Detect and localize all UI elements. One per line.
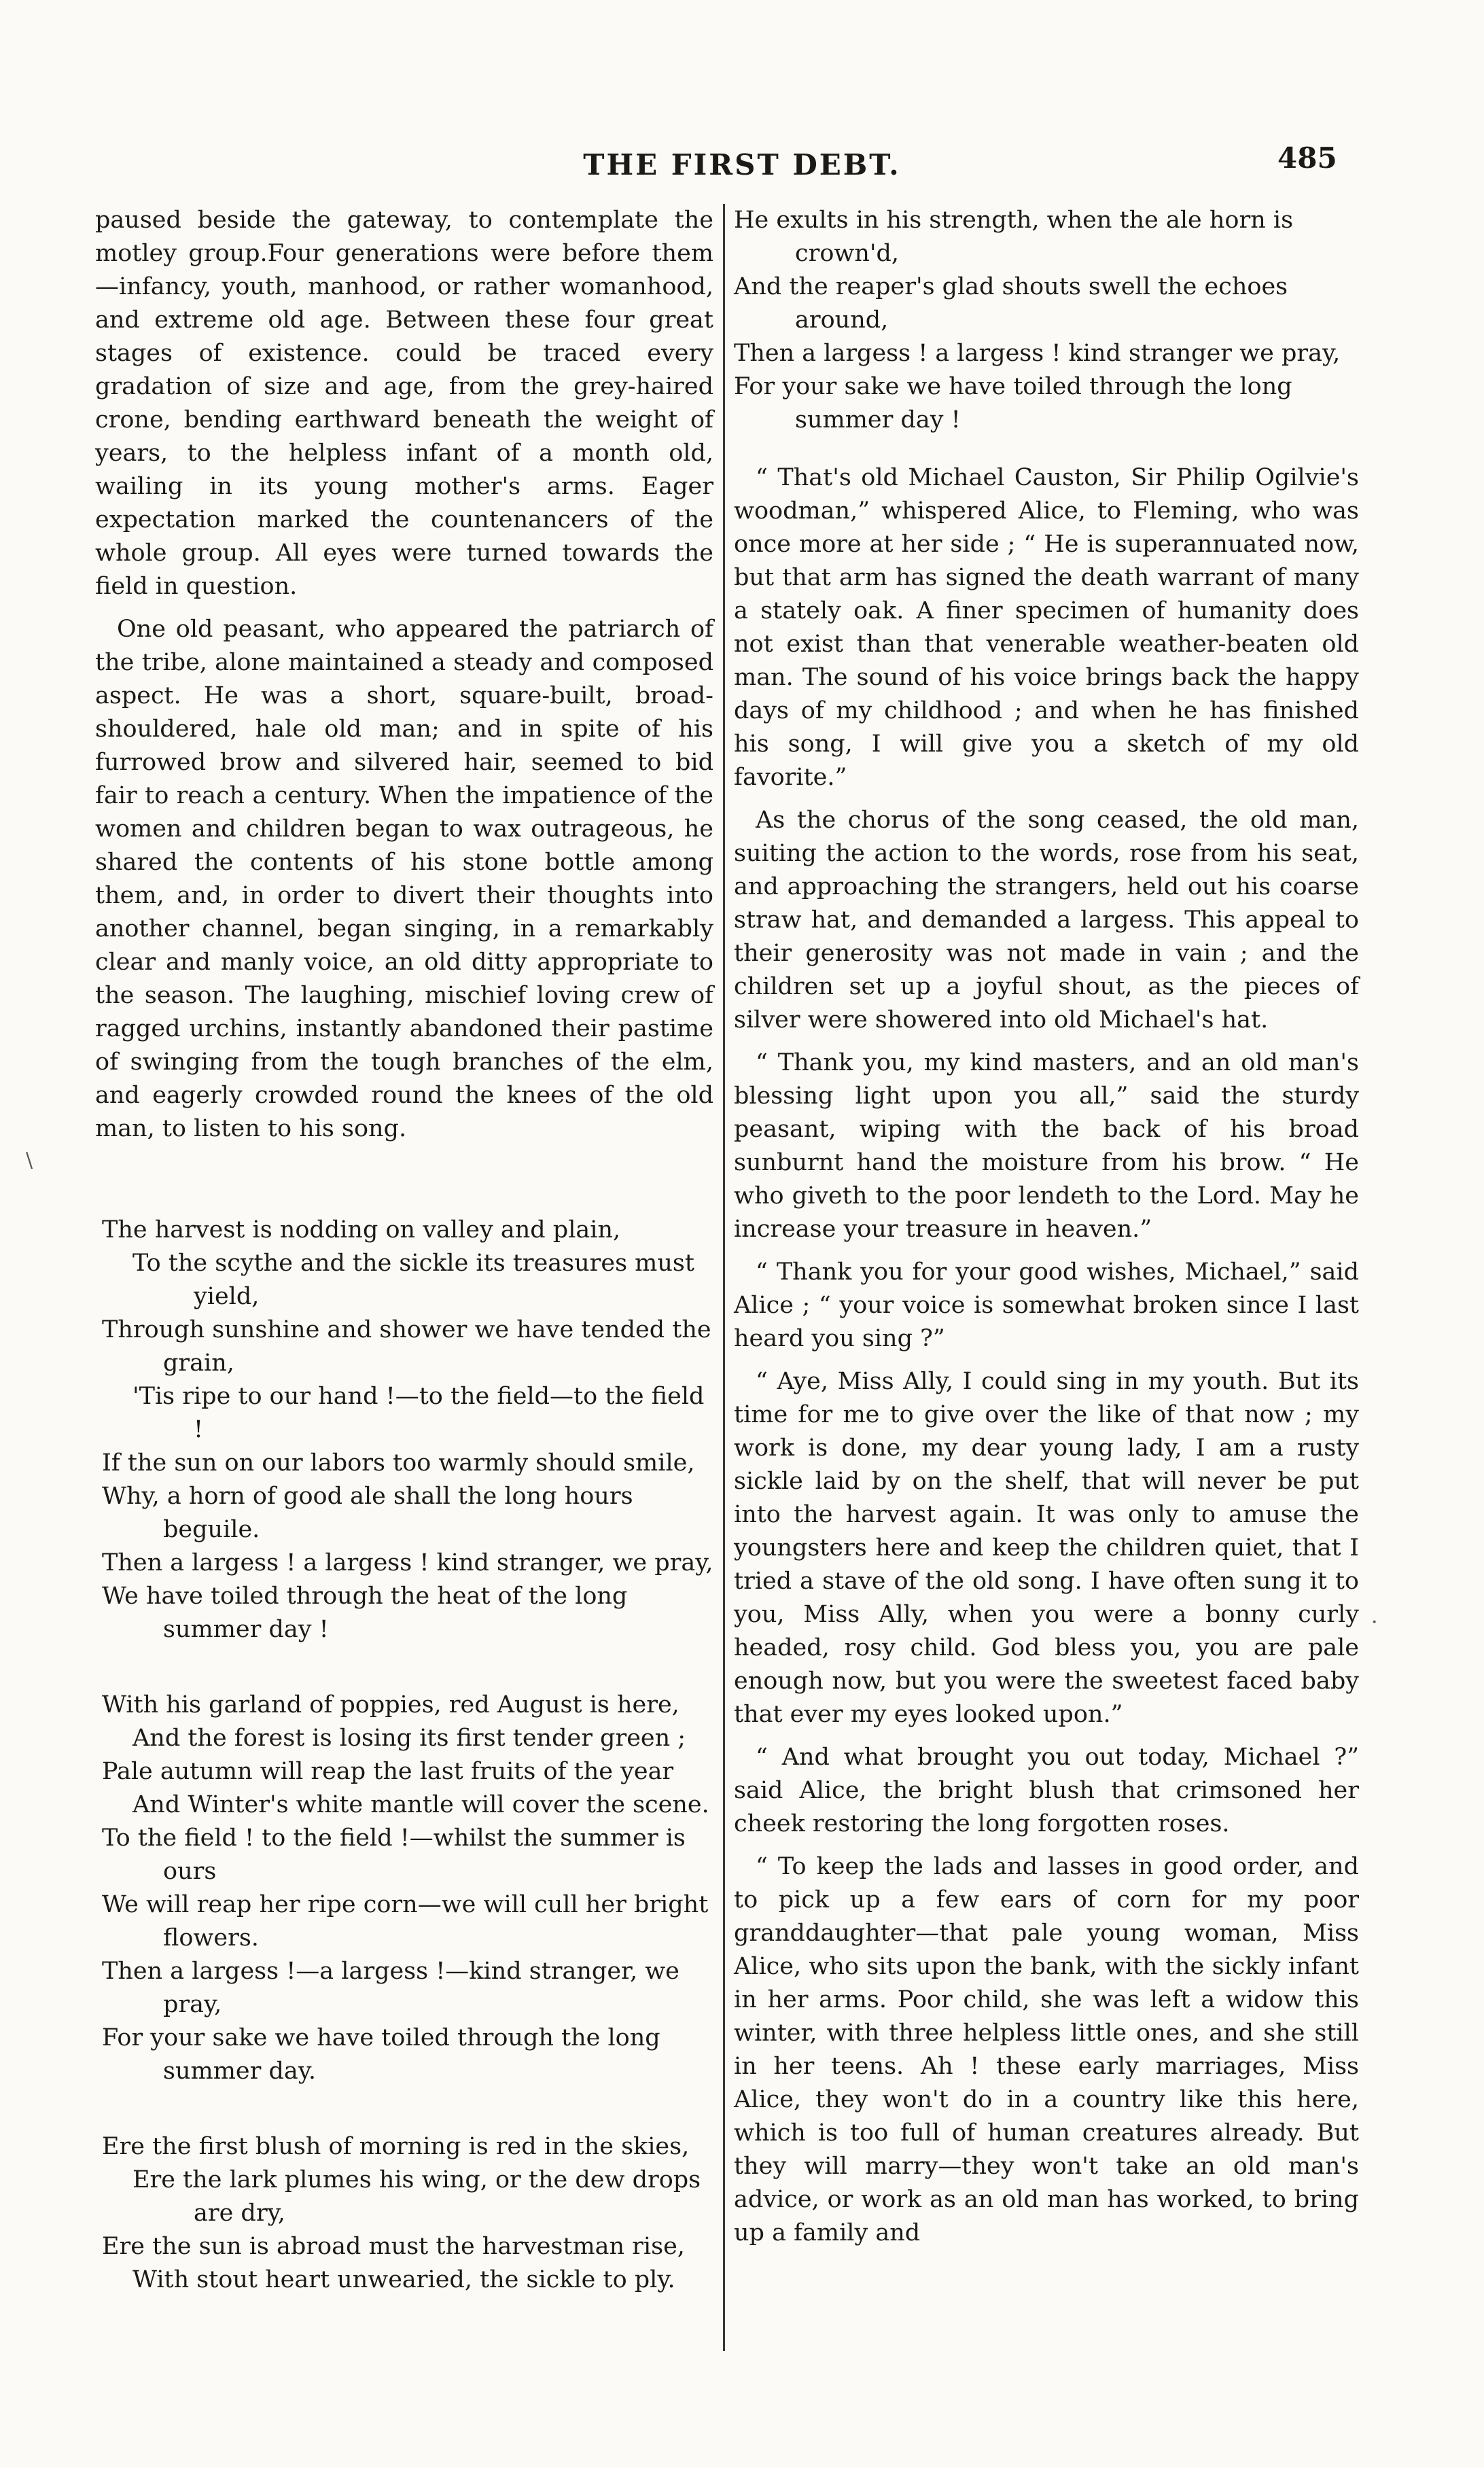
paragraph: paused beside the gateway, to contemplate the motley group.Four generations were before them—infancy, youth, manhood, or rather womanhood, and extreme old age. Between these four great stages of existence. could be traced every gradation of size and age, from the grey-haired crone, bending earthward beneath the weight of years, to the helpless infant of a month old, wailing in its young mother's arms. Eager expectation marked the countenancers of the whole group. All eyes were turned towards the field in question. <box>95 207 713 600</box>
poem-stanza-2 <box>102 1689 713 2088</box>
verse-line: He exults in his strength, when the ale horn is crown'd, <box>734 207 1294 267</box>
running-title: THE FIRST DEBT. <box>583 148 901 181</box>
verse-line: For your sake we have toiled through the long summer day ! <box>734 373 1292 434</box>
paragraph: “ And what brought you out today, Michael ?” said Alice, the bright blush that crimsoned her cheek restoring the long forgotten roses. <box>734 1744 1359 1837</box>
verse-line: We have toiled through the heat of the long summer day ! <box>102 1583 628 1643</box>
verse-line: The harvest is nodding on valley and plain, <box>102 1216 621 1244</box>
verse-line: With stout heart unwearied, the sickle to ply. <box>132 2266 675 2293</box>
right-column <box>734 204 1359 2250</box>
verse-line: Why, a horn of good ale shall the long hours beguile. <box>102 1483 633 1543</box>
column-divider <box>723 204 725 2351</box>
verse-line: And the reaper's glad shouts swell the echoes around, <box>734 273 1288 334</box>
verse-line: Pale autumn will reap the last fruits of the year <box>102 1758 674 1785</box>
verse-line: With his garland of poppies, red August is here, <box>102 1691 679 1718</box>
verse-line: We will reap her ripe corn—we will cull her bright flowers. <box>102 1891 709 1952</box>
poem-stanza-continued <box>734 204 1359 437</box>
verse-line: And Winter's white mantle will cover the scene. <box>132 1791 709 1818</box>
paragraph: “ That's old Michael Causton, Sir Philip Ogilvie's woodman,” whispered Alice, to Fleming, who was once more at her side ; “ He is superannuated now, but that arm has signed the death warrant of many a stately oak. A finer specimen of humanity does not exist than that venerable weather-beaten old man. The sound of his voice brings back the happy days of my childhood ; and when he has finished his song, I will give you a sketch of my old favorite.” <box>734 464 1359 791</box>
poem-stanza-3 <box>102 2130 713 2297</box>
margin-mark: \ <box>26 1148 33 1172</box>
verse-line: Ere the sun is abroad must the harvestman rise, <box>102 2233 685 2260</box>
paragraph: “ Aye, Miss Ally, I could sing in my youth. But its time for me to give over the like of that now ; my work is done, my dear young lady, I am a rusty sickle laid by on the shelf, that will never be put into the harvest again. It was only to amuse the youngsters here and keep the children quiet, that I tried a stave of the old song. I have often sung it to you, Miss Ally, when you were a bonny curly headed, rosy child. God bless you, you are pale enough now, but you were the sweetest faced baby that ever my eyes looked upon.” <box>734 1368 1359 1728</box>
verse-line: Ere the first blush of morning is red in the skies, <box>102 2133 690 2160</box>
margin-mark: · <box>1371 1610 1378 1634</box>
verse-line: Then a largess ! a largess ! kind stranger, we pray, <box>102 1549 713 1576</box>
verse-line: To the scythe and the sickle its treasures must yield, <box>132 1250 694 1310</box>
paragraph: One old peasant, who appeared the patriarch of the tribe, alone maintained a steady and composed aspect. He was a short, square-built, broad-shouldered, hale old man; and in spite of his furrowed brow and silvered hair, seemed to bid fair to reach a century. When the impatience of the women and children began to wax outrageous, he shared the contents of his stone bottle among them, and, in order to divert their thoughts into another channel, began singing, in a remarkably clear and manly voice, an old ditty appropriate to the season. The laughing, mischief loving crew of ragged urchins, instantly abandoned their pastime of swinging from the tough branches of the elm, and eagerly crowded round the knees of the old man, to listen to his song. <box>95 616 713 1142</box>
verse-line: If the sun on our labors too warmly should smile, <box>102 1449 695 1477</box>
paragraph: “ Thank you for your good wishes, Michael,” said Alice ; “ your voice is somewhat broken since I last heard you sing ?” <box>734 1258 1359 1352</box>
page-number: 485 <box>1277 141 1337 175</box>
verse-line: And the forest is losing its first tender green ; <box>132 1725 686 1752</box>
verse-line: To the field ! to the field !—whilst the summer is ours <box>102 1824 686 1885</box>
poem-stanza-1 <box>102 1214 713 1646</box>
verse-line: Ere the lark plumes his wing, or the dew drops are dry, <box>132 2166 701 2227</box>
verse-line: 'Tis ripe to our hand !—to the field—to the field ! <box>132 1383 705 1443</box>
verse-line: Then a largess !—a largess !—kind stranger, we pray, <box>102 1958 679 2018</box>
left-column <box>95 204 713 2339</box>
verse-line: For your sake we have toiled through the long summer day. <box>102 2024 660 2085</box>
paragraph: As the chorus of the song ceased, the old man, suiting the action to the words, rose from his seat, and approaching the strangers, held out his coarse straw hat, and demanded a largess. This appeal to their generosity was not made in vain ; and the children set up a joyful shout, as the pieces of silver were showered into old Michael's hat. <box>734 807 1359 1034</box>
paragraph: “ To keep the lads and lasses in good order, and to pick up a few ears of corn for my poor granddaughter—that pale young woman, Miss Alice, who sits upon the bank, with the sickly infant in her arms. Poor child, she was left a widow this winter, with three helpless little ones, and she still in her teens. Ah ! these early marriages, Miss Alice, they won't do in a country like this here, which is too full of human creatures already. But they will marry—they won't take an old man's advice, or work as an old man has worked, to bring up a family and <box>734 1853 1359 2246</box>
paragraph: “ Thank you, my kind masters, and an old man's blessing light upon you all,” said the sturdy peasant, wiping with the back of his broad sunburnt hand the moisture from his brow. “ He who giveth to the poor lendeth to the Lord. May he increase your treasure in heaven.” <box>734 1049 1359 1243</box>
verse-line: Through sunshine and shower we have tended the grain, <box>102 1316 711 1377</box>
verse-line: Then a largess ! a largess ! kind stranger we pray, <box>734 340 1341 367</box>
